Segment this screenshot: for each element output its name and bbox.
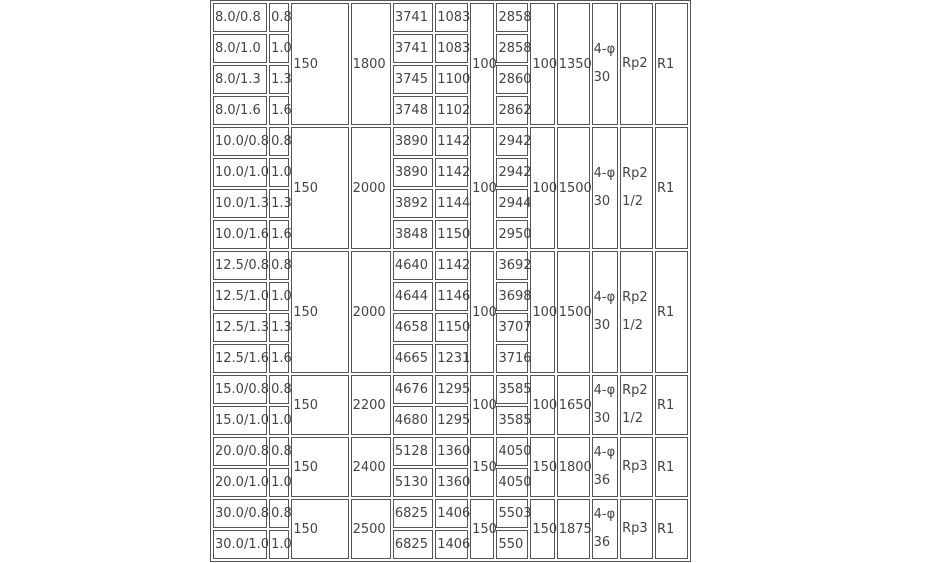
model-cell: 10.0/1.0 — [213, 158, 267, 187]
table-row — [213, 375, 688, 404]
value-cell: 1406 — [435, 530, 468, 559]
pressure-cell: 1.6 — [269, 344, 289, 373]
value-cell: 1102 — [435, 96, 468, 125]
holes-cell: 4-φ36 — [592, 437, 619, 497]
value-cell: 2942 — [496, 158, 528, 187]
value-cell: 1144 — [435, 189, 468, 218]
value-cell: 2862 — [496, 96, 528, 125]
spec-table — [210, 0, 691, 562]
value-cell: 100 — [470, 3, 494, 125]
value-cell: 1406 — [435, 499, 468, 528]
value-cell: 2858 — [496, 34, 528, 63]
value-cell: 4680 — [393, 406, 433, 435]
value-cell: 2944 — [496, 189, 528, 218]
length-cell: 2400 — [351, 437, 391, 497]
dn-cell: 150 — [291, 375, 348, 435]
value-cell: 1360 — [435, 437, 468, 466]
pressure-cell: 1.6 — [269, 220, 289, 249]
r-cell: R1 — [655, 3, 688, 125]
pressure-cell: 1.0 — [269, 406, 289, 435]
r-cell: R1 — [655, 375, 688, 435]
pressure-cell: 1.0 — [269, 158, 289, 187]
spec-table-body — [213, 3, 688, 559]
table-row — [213, 499, 688, 528]
value-cell: 3892 — [393, 189, 433, 218]
value-cell: 3707 — [496, 313, 528, 342]
value-cell: 150 — [470, 499, 494, 559]
pressure-cell: 1.0 — [269, 468, 289, 497]
length-cell: 2500 — [351, 499, 391, 559]
pressure-cell: 0.8 — [269, 127, 289, 156]
value-cell: 1500 — [557, 127, 590, 249]
value-cell: 1150 — [435, 220, 468, 249]
pressure-cell: 0.8 — [269, 499, 289, 528]
value-cell: 1142 — [435, 158, 468, 187]
value-cell: 2858 — [496, 3, 528, 32]
value-cell: 3585 — [496, 375, 528, 404]
model-cell: 15.0/0.8 — [213, 375, 267, 404]
value-cell: 1295 — [435, 406, 468, 435]
r-cell: R1 — [655, 437, 688, 497]
value-cell: 1146 — [435, 282, 468, 311]
length-cell: 2000 — [351, 127, 391, 249]
value-cell: 1875 — [557, 499, 590, 559]
value-cell: 1083 — [435, 34, 468, 63]
holes-cell: 4-φ30 — [592, 3, 619, 125]
model-cell: 20.0/1.0 — [213, 468, 267, 497]
value-cell: 1150 — [435, 313, 468, 342]
pressure-cell: 1.0 — [269, 34, 289, 63]
value-cell: 1350 — [557, 3, 590, 125]
value-cell: 100 — [530, 375, 554, 435]
holes-cell: 4-φ36 — [592, 499, 619, 559]
model-cell: 12.5/1.6 — [213, 344, 267, 373]
value-cell: 550 — [496, 530, 528, 559]
dn-cell: 150 — [291, 251, 348, 373]
value-cell: 4640 — [393, 251, 433, 280]
value-cell: 3890 — [393, 158, 433, 187]
value-cell: 4658 — [393, 313, 433, 342]
value-cell: 2950 — [496, 220, 528, 249]
pressure-cell: 1.0 — [269, 282, 289, 311]
value-cell: 1100 — [435, 65, 468, 94]
value-cell: 4050 — [496, 437, 528, 466]
value-cell: 3890 — [393, 127, 433, 156]
value-cell: 5503 — [496, 499, 528, 528]
model-cell: 8.0/1.3 — [213, 65, 267, 94]
model-cell: 12.5/1.0 — [213, 282, 267, 311]
value-cell: 1800 — [557, 437, 590, 497]
rp-cell: Rp2 — [620, 3, 653, 125]
r-cell: R1 — [655, 251, 688, 373]
value-cell: 100 — [530, 251, 554, 373]
table-row — [213, 3, 688, 32]
value-cell: 5128 — [393, 437, 433, 466]
dn-cell: 150 — [291, 499, 348, 559]
pressure-cell: 1.0 — [269, 530, 289, 559]
model-cell: 8.0/1.6 — [213, 96, 267, 125]
value-cell: 3741 — [393, 3, 433, 32]
model-cell: 10.0/1.3 — [213, 189, 267, 218]
value-cell: 4050 — [496, 468, 528, 497]
value-cell: 6825 — [393, 530, 433, 559]
pressure-cell: 1.6 — [269, 96, 289, 125]
value-cell: 100 — [470, 127, 494, 249]
value-cell: 1142 — [435, 127, 468, 156]
pressure-cell: 1.3 — [269, 189, 289, 218]
rp-cell: Rp2 1/2 — [620, 127, 653, 249]
value-cell: 150 — [530, 437, 554, 497]
value-cell: 1295 — [435, 375, 468, 404]
rp-cell: Rp3 — [620, 499, 653, 559]
value-cell: 2942 — [496, 127, 528, 156]
table-row — [213, 437, 688, 466]
pressure-cell: 0.8 — [269, 375, 289, 404]
value-cell: 3741 — [393, 34, 433, 63]
holes-cell: 4-φ30 — [592, 375, 619, 435]
pressure-cell: 0.8 — [269, 437, 289, 466]
value-cell: 4644 — [393, 282, 433, 311]
value-cell: 100 — [470, 375, 494, 435]
rp-cell: Rp2 1/2 — [620, 375, 653, 435]
model-cell: 10.0/0.8 — [213, 127, 267, 156]
value-cell: 1360 — [435, 468, 468, 497]
value-cell: 3585 — [496, 406, 528, 435]
holes-cell: 4-φ30 — [592, 251, 619, 373]
model-cell: 8.0/1.0 — [213, 34, 267, 63]
value-cell: 3848 — [393, 220, 433, 249]
value-cell: 1083 — [435, 3, 468, 32]
r-cell: R1 — [655, 499, 688, 559]
value-cell: 3748 — [393, 96, 433, 125]
model-cell: 30.0/0.8 — [213, 499, 267, 528]
model-cell: 30.0/1.0 — [213, 530, 267, 559]
r-cell: R1 — [655, 127, 688, 249]
pressure-cell: 0.8 — [269, 3, 289, 32]
length-cell: 2200 — [351, 375, 391, 435]
value-cell: 1650 — [557, 375, 590, 435]
value-cell: 100 — [530, 3, 554, 125]
value-cell: 6825 — [393, 499, 433, 528]
dn-cell: 150 — [291, 127, 348, 249]
value-cell: 2860 — [496, 65, 528, 94]
value-cell: 3716 — [496, 344, 528, 373]
value-cell: 3698 — [496, 282, 528, 311]
table-row — [213, 127, 688, 156]
model-cell: 8.0/0.8 — [213, 3, 267, 32]
model-cell: 10.0/1.6 — [213, 220, 267, 249]
pressure-cell: 1.3 — [269, 313, 289, 342]
model-cell: 20.0/0.8 — [213, 437, 267, 466]
table-row — [213, 251, 688, 280]
value-cell: 4676 — [393, 375, 433, 404]
value-cell: 5130 — [393, 468, 433, 497]
value-cell: 4665 — [393, 344, 433, 373]
model-cell: 12.5/1.3 — [213, 313, 267, 342]
length-cell: 1800 — [351, 3, 391, 125]
value-cell: 100 — [470, 251, 494, 373]
dn-cell: 150 — [291, 3, 348, 125]
model-cell: 12.5/0.8 — [213, 251, 267, 280]
value-cell: 1231 — [435, 344, 468, 373]
rp-cell: Rp2 1/2 — [620, 251, 653, 373]
value-cell: 1500 — [557, 251, 590, 373]
value-cell: 100 — [530, 127, 554, 249]
rp-cell: Rp3 — [620, 437, 653, 497]
value-cell: 150 — [530, 499, 554, 559]
value-cell: 1142 — [435, 251, 468, 280]
model-cell: 15.0/1.0 — [213, 406, 267, 435]
value-cell: 3745 — [393, 65, 433, 94]
holes-cell: 4-φ30 — [592, 127, 619, 249]
length-cell: 2000 — [351, 251, 391, 373]
pressure-cell: 0.8 — [269, 251, 289, 280]
dn-cell: 150 — [291, 437, 348, 497]
pressure-cell: 1.3 — [269, 65, 289, 94]
value-cell: 3692 — [496, 251, 528, 280]
value-cell: 150 — [470, 437, 494, 497]
